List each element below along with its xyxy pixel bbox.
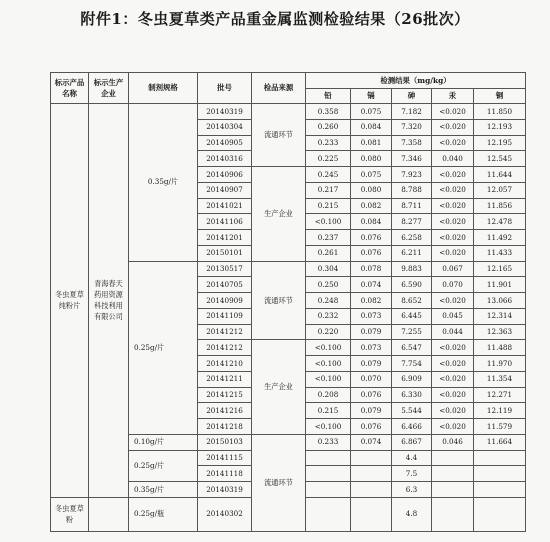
pb-cell [306, 497, 351, 531]
source-cell: 流通环节 [252, 261, 306, 340]
batch-cell: 20130517 [198, 261, 252, 277]
pb-cell: 0.233 [306, 434, 351, 450]
hg-cell: 0.040 [432, 151, 474, 167]
batch-cell: 20141211 [198, 371, 252, 387]
as-cell: 8.711 [392, 198, 432, 214]
cd-cell: 0.076 [351, 245, 392, 261]
batch-cell: 20141216 [198, 403, 252, 419]
batch-cell: 20141106 [198, 214, 252, 230]
pb-cell: 0.248 [306, 293, 351, 309]
cu-cell: 12.057 [474, 182, 526, 198]
pb-cell: 0.215 [306, 198, 351, 214]
cd-cell: 0.082 [351, 198, 392, 214]
batch-cell: 20141218 [198, 419, 252, 435]
as-cell: 7.754 [392, 356, 432, 372]
cu-cell: 11.901 [474, 277, 526, 293]
pb-cell: 0.232 [306, 308, 351, 324]
cu-cell: 11.970 [474, 356, 526, 372]
pb-cell: 0.237 [306, 230, 351, 246]
pb-cell: 0.215 [306, 403, 351, 419]
cu-cell: 12.314 [474, 308, 526, 324]
batch-cell: 20140302 [198, 497, 252, 531]
batch-cell: 20141212 [198, 324, 252, 340]
cd-cell: 0.078 [351, 261, 392, 277]
cd-cell: 0.070 [351, 371, 392, 387]
cd-cell: 0.084 [351, 119, 392, 135]
as-cell: 6.867 [392, 434, 432, 450]
product-name-cell: 冬虫夏草纯粉片 [51, 104, 89, 498]
header-source: 检品来源 [252, 73, 306, 104]
cd-cell: 0.079 [351, 403, 392, 419]
pb-cell: 0.220 [306, 324, 351, 340]
hg-cell: <0.020 [432, 214, 474, 230]
header-batch: 批号 [198, 73, 252, 104]
cu-cell: 11.433 [474, 245, 526, 261]
batch-cell: 20150101 [198, 245, 252, 261]
cu-cell: 11.354 [474, 371, 526, 387]
header-as: 砷 [392, 89, 432, 104]
pb-cell [306, 466, 351, 482]
spec-cell: 0.25g/片 [129, 261, 198, 434]
cu-cell: 11.488 [474, 340, 526, 356]
spec-cell: 0.35g/片 [129, 104, 198, 262]
hg-cell: <0.020 [432, 340, 474, 356]
cu-cell: 12.119 [474, 403, 526, 419]
pb-cell: 0.217 [306, 182, 351, 198]
pb-cell: 0.233 [306, 135, 351, 151]
as-cell: 6.3 [392, 482, 432, 498]
header-pb: 铅 [306, 89, 351, 104]
pb-cell [306, 482, 351, 498]
hg-cell: <0.020 [432, 419, 474, 435]
spec-cell: 0.25g/片 [129, 450, 198, 482]
header-cu: 铜 [474, 89, 526, 104]
cd-cell: 0.076 [351, 419, 392, 435]
header-results: 检测结果（mg/kg） [306, 73, 526, 89]
product-name-cell: 冬虫夏草粉 [51, 497, 89, 531]
pb-cell: 0.358 [306, 104, 351, 120]
batch-cell: 20141115 [198, 450, 252, 466]
as-cell: 7.346 [392, 151, 432, 167]
page-title: 附件1：冬虫夏草类产品重金属监测检验结果（26批次） [80, 10, 470, 28]
hg-cell: <0.020 [432, 403, 474, 419]
batch-cell: 20141109 [198, 308, 252, 324]
cu-cell: 11.579 [474, 419, 526, 435]
cu-cell: 11.856 [474, 198, 526, 214]
as-cell: 6.466 [392, 419, 432, 435]
as-cell: 6.258 [392, 230, 432, 246]
cu-cell [474, 482, 526, 498]
as-cell: 7.320 [392, 119, 432, 135]
header-maker: 标示生产企业 [89, 73, 129, 104]
as-cell: 6.590 [392, 277, 432, 293]
cd-cell: 0.075 [351, 167, 392, 183]
header-row [51, 73, 526, 89]
batch-cell: 20140319 [198, 104, 252, 120]
cd-cell: 0.074 [351, 434, 392, 450]
cd-cell: 0.080 [351, 182, 392, 198]
source-cell: 流通环节 [252, 104, 306, 167]
as-cell: 6.547 [392, 340, 432, 356]
as-cell: 6.909 [392, 371, 432, 387]
cd-cell: 0.079 [351, 324, 392, 340]
cu-cell: 11.644 [474, 167, 526, 183]
hg-cell: <0.020 [432, 119, 474, 135]
cd-cell: 0.080 [351, 151, 392, 167]
as-cell: 8.652 [392, 293, 432, 309]
cd-cell: 0.073 [351, 308, 392, 324]
pb-cell: 0.250 [306, 277, 351, 293]
hg-cell: <0.020 [432, 387, 474, 403]
hg-cell: <0.020 [432, 135, 474, 151]
hg-cell: <0.020 [432, 356, 474, 372]
cu-cell: 12.545 [474, 151, 526, 167]
pb-cell: <0.100 [306, 214, 351, 230]
hg-cell: <0.020 [432, 182, 474, 198]
hg-cell: 0.070 [432, 277, 474, 293]
table-row [51, 104, 526, 120]
cu-cell [474, 450, 526, 466]
batch-cell: 20140304 [198, 119, 252, 135]
cd-cell [351, 482, 392, 498]
cu-cell [474, 466, 526, 482]
batch-cell: 20140316 [198, 151, 252, 167]
cd-cell: 0.073 [351, 340, 392, 356]
batch-cell: 20140906 [198, 167, 252, 183]
cu-cell: 12.195 [474, 135, 526, 151]
cd-cell: 0.075 [351, 104, 392, 120]
as-cell: 8.788 [392, 182, 432, 198]
cd-cell [351, 450, 392, 466]
cd-cell: 0.084 [351, 214, 392, 230]
hg-cell: <0.020 [432, 167, 474, 183]
cu-cell: 11.850 [474, 104, 526, 120]
as-cell: 6.445 [392, 308, 432, 324]
header-hg: 汞 [432, 89, 474, 104]
pb-cell: 0.260 [306, 119, 351, 135]
cu-cell: 12.271 [474, 387, 526, 403]
batch-cell: 20150103 [198, 434, 252, 450]
batch-cell: 20140705 [198, 277, 252, 293]
hg-cell: 0.067 [432, 261, 474, 277]
batch-cell: 20141021 [198, 198, 252, 214]
batch-cell: 20141215 [198, 387, 252, 403]
cd-cell: 0.082 [351, 293, 392, 309]
hg-cell [432, 466, 474, 482]
as-cell: 7.358 [392, 135, 432, 151]
source-cell: 生产企业 [252, 167, 306, 262]
hg-cell: <0.020 [432, 230, 474, 246]
maker-cell [89, 497, 129, 531]
pb-cell: <0.100 [306, 356, 351, 372]
cu-cell: 12.193 [474, 119, 526, 135]
spec-cell: 0.10g/片 [129, 434, 198, 450]
pb-cell: 0.261 [306, 245, 351, 261]
hg-cell: 0.046 [432, 434, 474, 450]
pb-cell: 0.304 [306, 261, 351, 277]
hg-cell: 0.044 [432, 324, 474, 340]
header-spec: 制剂规格 [129, 73, 198, 104]
cd-cell: 0.076 [351, 230, 392, 246]
header-product: 标示产品名称 [51, 73, 89, 104]
pb-cell [306, 450, 351, 466]
pb-cell: <0.100 [306, 371, 351, 387]
batch-cell: 20140907 [198, 182, 252, 198]
cu-cell: 13.066 [474, 293, 526, 309]
cu-cell: 11.664 [474, 434, 526, 450]
source-cell: 生产企业 [252, 340, 306, 435]
hg-cell: <0.020 [432, 245, 474, 261]
results-table [50, 72, 526, 532]
as-cell: 7.5 [392, 466, 432, 482]
batch-cell: 20140319 [198, 482, 252, 498]
batch-cell: 20141201 [198, 230, 252, 246]
as-cell: 7.182 [392, 104, 432, 120]
pb-cell: 0.225 [306, 151, 351, 167]
batch-cell: 20141212 [198, 340, 252, 356]
cd-cell: 0.079 [351, 356, 392, 372]
hg-cell [432, 450, 474, 466]
cu-cell: 12.478 [474, 214, 526, 230]
pb-cell: 0.245 [306, 167, 351, 183]
cd-cell: 0.081 [351, 135, 392, 151]
hg-cell: <0.020 [432, 293, 474, 309]
pb-cell: <0.100 [306, 419, 351, 435]
hg-cell: <0.020 [432, 371, 474, 387]
as-cell: 8.277 [392, 214, 432, 230]
cu-cell [474, 497, 526, 531]
batch-cell: 20141118 [198, 466, 252, 482]
cd-cell [351, 497, 392, 531]
batch-cell: 20140905 [198, 135, 252, 151]
as-cell: 6.211 [392, 245, 432, 261]
as-cell: 9.883 [392, 261, 432, 277]
spec-cell: 0.25g/瓶 [129, 497, 198, 531]
cu-cell: 11.492 [474, 230, 526, 246]
hg-cell [432, 482, 474, 498]
as-cell: 7.255 [392, 324, 432, 340]
batch-cell: 20141210 [198, 356, 252, 372]
header-cd: 镉 [351, 89, 392, 104]
spec-cell: 0.35g/片 [129, 482, 198, 498]
cd-cell [351, 466, 392, 482]
hg-cell: <0.020 [432, 198, 474, 214]
source-cell: 流通环节 [252, 434, 306, 531]
cd-cell: 0.076 [351, 387, 392, 403]
batch-cell: 20140909 [198, 293, 252, 309]
hg-cell: 0.045 [432, 308, 474, 324]
as-cell: 4.4 [392, 450, 432, 466]
cd-cell: 0.074 [351, 277, 392, 293]
as-cell: 7.923 [392, 167, 432, 183]
cu-cell: 12.363 [474, 324, 526, 340]
hg-cell: <0.020 [432, 104, 474, 120]
hg-cell [432, 497, 474, 531]
pb-cell: 0.208 [306, 387, 351, 403]
cu-cell: 12.165 [474, 261, 526, 277]
as-cell: 4.8 [392, 497, 432, 531]
pb-cell: <0.100 [306, 340, 351, 356]
as-cell: 6.330 [392, 387, 432, 403]
maker-cell: 青海春天药用资源科技利用有限公司 [89, 104, 129, 498]
as-cell: 5.544 [392, 403, 432, 419]
